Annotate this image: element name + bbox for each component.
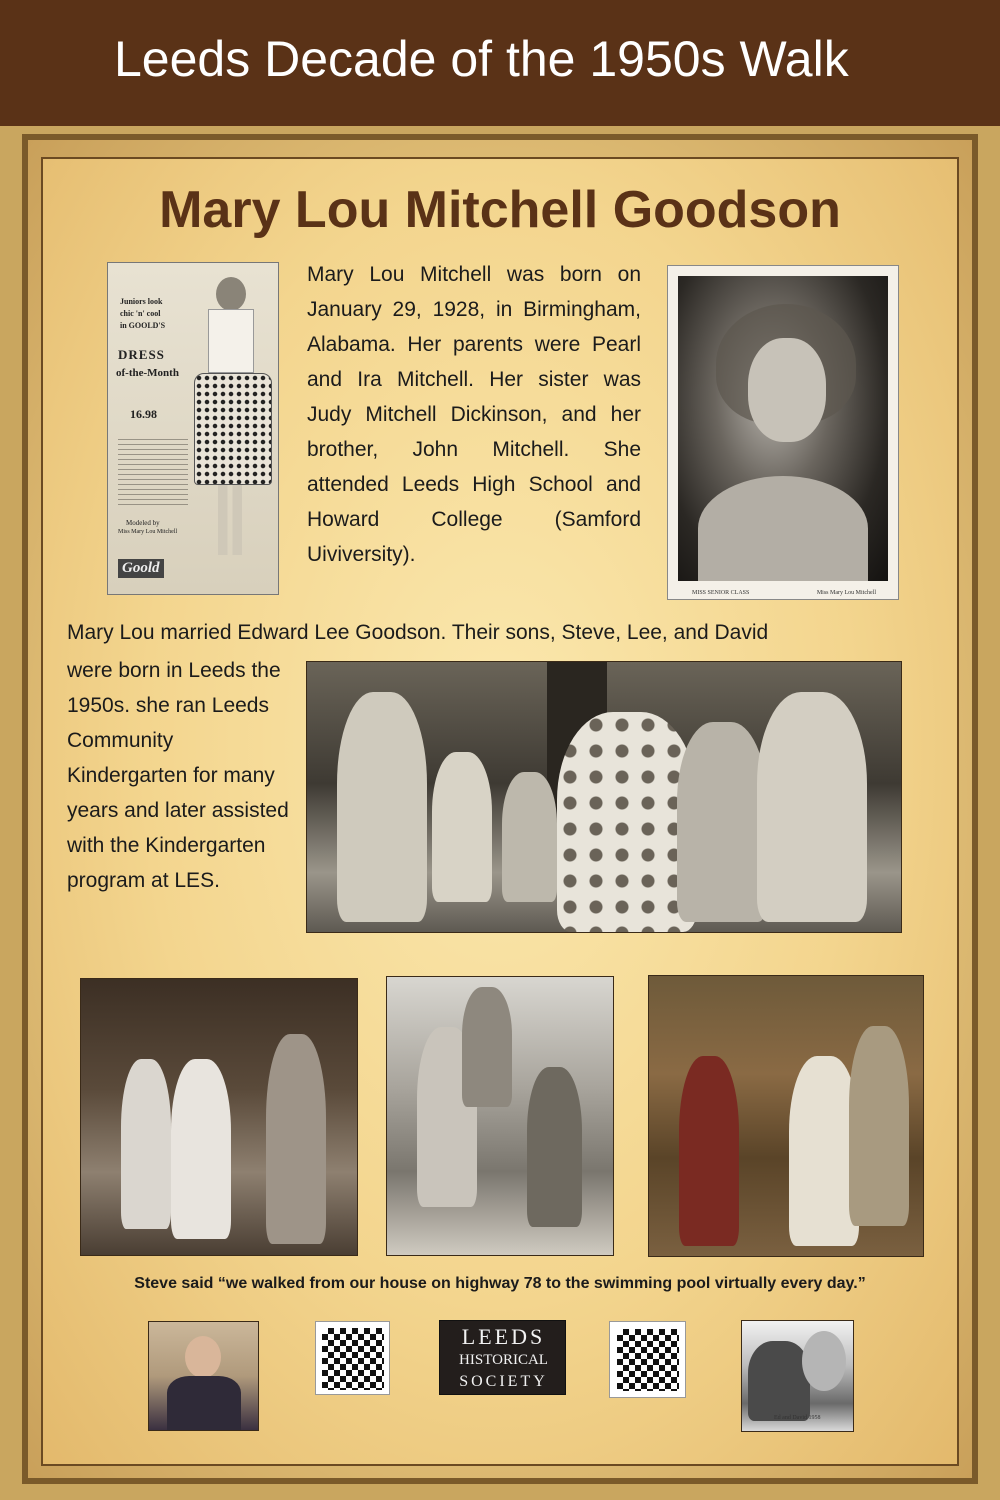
portrait-caption-left: MISS SENIOR CLASS — [692, 590, 750, 596]
man-at-desk-photo — [148, 1321, 259, 1431]
person-grandmother — [677, 722, 767, 922]
ad-heading: DRESS — [118, 347, 165, 362]
wedding-party-photo — [80, 978, 358, 1256]
bridesmaid-figure — [121, 1059, 171, 1229]
ad-subheading: of-the-Month — [116, 367, 179, 379]
photo-caption: Ed and David 1958 — [774, 1415, 821, 1421]
boy-red-jacket — [679, 1056, 739, 1246]
newspaper-ad-image — [107, 262, 279, 595]
father-figure — [748, 1341, 810, 1421]
marriage-text-continued: were born in Leeds the 1950s. she ran Leeds Community Kindergarten for many years and later assisted with the Kindergarten program at LES. — [67, 659, 289, 892]
bride-figure — [171, 1059, 231, 1239]
groom-figure — [266, 1034, 326, 1244]
ad-line-2: chic 'n' cool — [120, 309, 161, 318]
man-head — [185, 1336, 221, 1378]
child-figure — [802, 1331, 846, 1391]
biography-paragraph: Mary Lou Mitchell was born on January 29, 1928, in Birmingham, Alabama. Her parents were Pearl and Ira Mitchell. Her sister was Judy Mitchell Dickinson, and her brother, John Mitchell. She attended Leeds High School and Howard College (Samford Uiviversity). — [307, 263, 641, 566]
quote-text: Steve said “we walked from our house on highway 78 to the swimming pool virtually every day.” — [134, 1275, 866, 1292]
qr-code-icon[interactable] — [609, 1321, 686, 1398]
person-mother-polka-dress — [557, 712, 697, 932]
ad-model-top — [208, 309, 254, 373]
man-suit — [167, 1376, 241, 1431]
portrait-image — [678, 276, 888, 581]
logo-line-1: LEEDS — [461, 1324, 546, 1349]
portrait-shoulders — [698, 476, 868, 581]
boys-family-photo — [648, 975, 924, 1257]
pool-family-photo — [386, 976, 614, 1256]
portrait-caption-right: Miss Mary Lou Mitchell — [816, 590, 876, 596]
qr-pattern — [617, 1329, 679, 1391]
ad-line-3: in GOOLD'S — [120, 321, 166, 330]
qr-code-icon[interactable] — [315, 1321, 390, 1395]
ad-store-logo: Goold — [118, 559, 164, 578]
qr-pattern — [322, 1328, 384, 1390]
person-man-right — [757, 692, 867, 922]
page-title: Leeds Decade of the 1950s Walk — [114, 31, 849, 87]
portrait-face — [748, 338, 826, 442]
ad-model-skirt — [194, 373, 272, 485]
person-name-heading: Mary Lou Mitchell Goodson — [159, 181, 841, 239]
logo-line-3: SOCIETY — [459, 1373, 548, 1390]
person-boy-1 — [432, 752, 492, 902]
swimmer-boy — [527, 1067, 582, 1227]
father-and-son-photo — [741, 1320, 854, 1432]
ad-modeled-by: Modeled by — [126, 519, 160, 527]
family-group-photo — [306, 661, 902, 933]
leeds-historical-society-logo — [439, 1320, 566, 1395]
ad-fine-print — [118, 439, 188, 507]
marriage-text-line: Mary Lou married Edward Lee Goodson. Their sons, Steve, Lee, and David — [67, 621, 769, 644]
senior-portrait-photo — [667, 265, 899, 600]
person-woman-left — [337, 692, 427, 922]
logo-line-2: HISTORICAL — [459, 1352, 548, 1368]
ad-model-head — [216, 277, 246, 311]
swimmer-man — [462, 987, 512, 1107]
header-banner — [0, 0, 1000, 126]
person-boy-2 — [502, 772, 557, 902]
ad-model-name: Miss Mary Lou Mitchell — [118, 529, 178, 535]
woman-figure — [849, 1026, 909, 1226]
ad-model-legs — [218, 485, 242, 555]
ad-line-1: Juniors look — [120, 297, 163, 306]
ad-price: 16.98 — [130, 407, 157, 421]
